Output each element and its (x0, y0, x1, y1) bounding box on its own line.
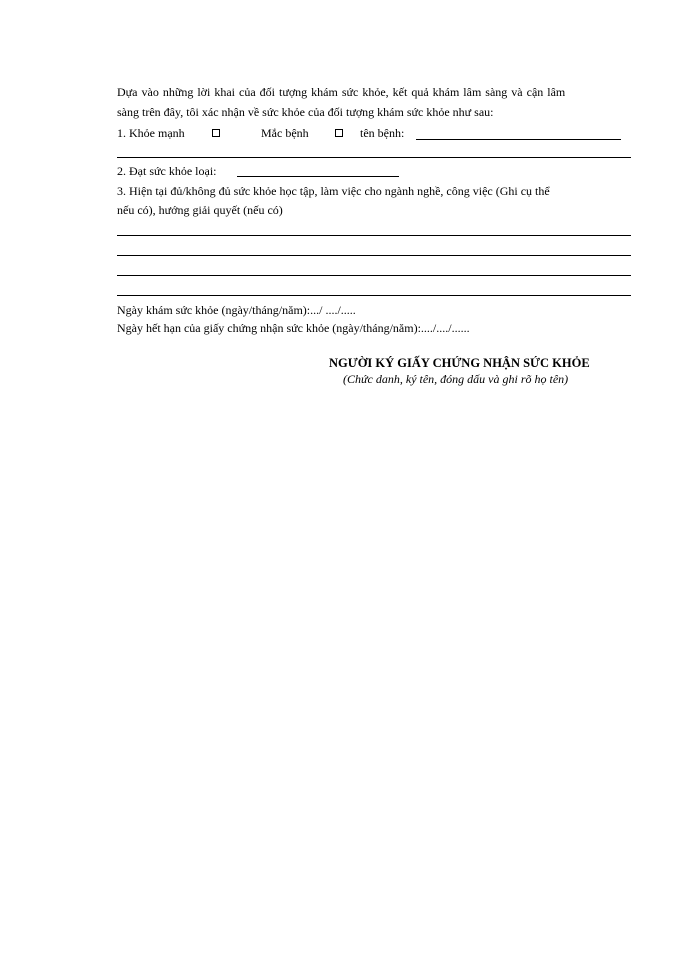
item3-answer-line-3[interactable] (117, 275, 631, 276)
health-class-line[interactable] (237, 176, 399, 177)
signature-title: NGƯỜI KÝ GIẤY CHỨNG NHẬN SỨC KHỎE (329, 356, 590, 370)
exam-date: Ngày khám sức khỏe (ngày/tháng/năm):.../ ..../..... (117, 303, 356, 317)
item3-line-2: nếu có), hướng giải quyết (nếu có) (117, 203, 283, 217)
item3-line-1: 3. Hiện tại đủ/không đủ sức khỏe học tập, làm việc cho ngành nghề, công việc (Ghi cụ thể (117, 184, 550, 198)
intro-line-2: sàng trên đây, tôi xác nhận về sức khỏe của đối tượng khám sức khỏe như sau: (117, 105, 494, 119)
intro-line-1: Dựa vào những lời khai của đối tượng khám sức khỏe, kết quả khám lâm sàng và cận lâm (117, 85, 566, 99)
signature-note: (Chức danh, ký tên, đóng dấu và ghi rõ họ tên) (343, 372, 569, 386)
healthy-label: 1. Khỏe mạnh (117, 126, 185, 140)
item3-answer-line-2[interactable] (117, 255, 631, 256)
sick-checkbox[interactable] (335, 129, 343, 137)
health-class-label: 2. Đạt sức khỏe loại: (117, 164, 217, 178)
sick-label: Mắc bệnh (261, 126, 309, 140)
expiry-date: Ngày hết hạn của giấy chứng nhận sức khỏe (ngày/tháng/năm):..../..../...... (117, 321, 470, 335)
disease-name-continuation-line[interactable] (117, 157, 631, 158)
item3-answer-line-4[interactable] (117, 295, 631, 296)
healthy-checkbox[interactable] (212, 129, 220, 137)
disease-name-label: tên bệnh: (360, 126, 405, 140)
disease-name-line[interactable] (416, 139, 621, 140)
item3-answer-line-1[interactable] (117, 235, 631, 236)
